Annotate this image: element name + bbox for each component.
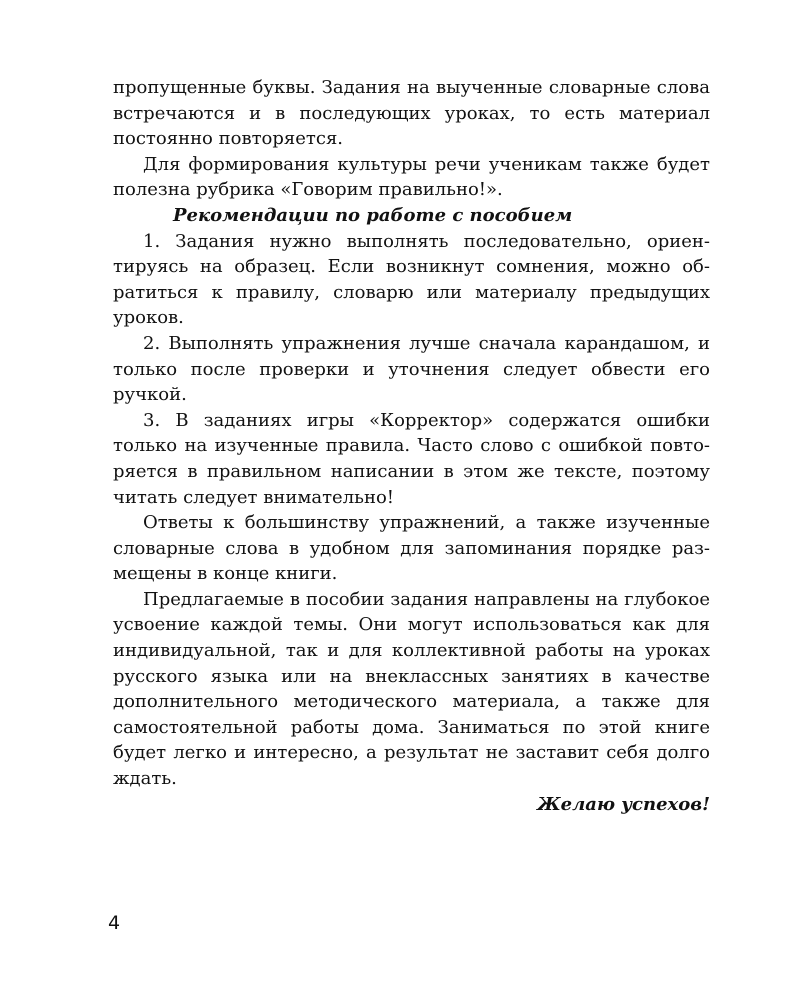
paragraph: Для формирования культуры речи ученикам также будет полезна рубрика «Говорим правильно!». bbox=[113, 153, 710, 201]
recommendation-item: 1. Задания нужно выполнять последовательно, ориентируясь на образец. Если возникнут сомнения, можно обратиться к правилу, словарю или материалу предыдущих уроков. bbox=[113, 230, 710, 329]
page-text bbox=[113, 75, 710, 817]
paragraph: пропущенные буквы. Задания на выученные словарные слова встречаются и в последующих уроках, то есть материал постоянно повторяется. bbox=[113, 77, 710, 150]
page-number: 4 bbox=[108, 912, 121, 934]
recommendation-item: 3. В заданиях игры «Корректор» содержатся ошибки только на изученные правила. Часто слово с ошибкой повторяется в правильном написании в этом же тексте, поэтому читать следует внимательно! bbox=[113, 409, 710, 508]
paragraph: Предлагаемые в пособии задания направлены на глубокое усвоение каждой темы. Они могут использоваться как для индивидуальной, так и для коллективной работы на уроках русского языка или на внеклассных занятиях в качестве дополнительного методического материала, а также для самостоятельной работы дома. Заниматься по этой книге будет легко и интересно, а результат не заставит себя долго ждать. bbox=[113, 588, 710, 790]
recommendation-item: 2. Выполнять упражнения лучше сначала карандашом, и только после проверки и уточнения следует обвести его ручкой. bbox=[113, 332, 710, 406]
paragraph: Ответы к большинству упражнений, а также изученные словарные слова в удобном для запоминания порядке размещены в конце книги. bbox=[113, 512, 710, 585]
section-heading: Рекомендации по работе с пособием bbox=[173, 204, 573, 226]
signoff: Желаю успехов! bbox=[537, 793, 710, 815]
